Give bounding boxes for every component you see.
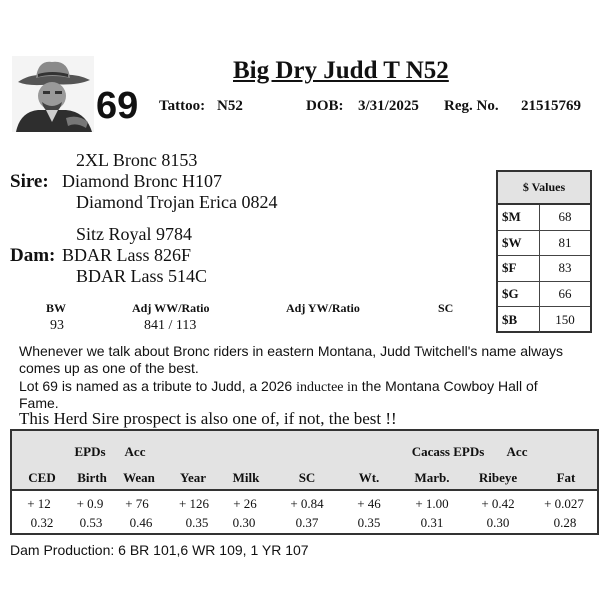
tattoo-label: Tattoo:	[159, 98, 206, 114]
dam-production: Dam Production: 6 BR 101,6 WR 109, 1 YR 107	[10, 542, 309, 558]
column-header: Milk	[232, 470, 260, 485]
animal-name-title: Big Dry Judd T N52	[233, 57, 449, 84]
epd-value: + 1.00	[415, 496, 449, 511]
table-row	[498, 282, 590, 308]
dollar-value-label: $F	[498, 256, 540, 281]
description-text-serif: inductee in	[296, 380, 358, 395]
accuracy-value: 0.28	[553, 515, 577, 530]
column-header: Wt.	[358, 470, 380, 485]
description-line-3	[19, 378, 538, 396]
dam-label: Dam:	[10, 245, 56, 266]
dollar-value-label: $B	[498, 307, 540, 333]
adj-ww-label: Adj WW/Ratio	[132, 301, 210, 315]
adj-yw-label: Adj YW/Ratio	[286, 301, 360, 315]
table-row	[498, 256, 590, 282]
description-text: Lot 69 is named as a tribute to Judd, a 2026	[19, 378, 297, 394]
column-header: Year	[180, 470, 206, 485]
sire-name: Diamond Bronc H107	[62, 171, 222, 191]
accuracy-value: 0.30	[486, 515, 510, 530]
table-row	[498, 307, 590, 333]
sire-dam: Diamond Trojan Erica 0824	[76, 192, 278, 212]
table-row	[498, 205, 590, 231]
column-header: Wean	[123, 470, 155, 485]
carcass-group-acc: Acc	[506, 444, 528, 459]
description-line-4: Fame.	[19, 395, 59, 411]
accuracy-value: 0.35	[357, 515, 381, 530]
tattoo-value: N52	[217, 98, 243, 114]
adj-ww-value: 841 / 113	[144, 318, 197, 333]
column-header: CED	[28, 470, 56, 485]
dob-value: 3/31/2025	[358, 98, 419, 114]
dollar-value: 150	[555, 311, 575, 327]
dollar-value: 81	[558, 234, 572, 250]
dam-name: BDAR Lass 826F	[62, 245, 192, 265]
accuracy-value: 0.46	[129, 515, 153, 530]
description-line-2: comes up as one of the best.	[19, 360, 199, 376]
dollar-value: 68	[558, 209, 572, 225]
carcass-group-title: Cacass EPDs	[411, 444, 485, 459]
table-row	[498, 231, 590, 257]
epd-value: + 0.027	[544, 496, 584, 511]
column-header: Birth	[77, 470, 107, 485]
epd-value: + 46	[357, 496, 381, 511]
accuracy-value: 0.53	[79, 515, 103, 530]
cowboy-portrait-icon	[12, 56, 94, 132]
epd-value: + 0.84	[290, 496, 324, 511]
accuracy-value: 0.31	[420, 515, 444, 530]
dollar-value: 83	[558, 260, 572, 276]
accuracy-value: 0.30	[232, 515, 256, 530]
dob-label: DOB:	[306, 98, 344, 114]
accuracy-value: 0.32	[30, 515, 54, 530]
dam-dam: BDAR Lass 514C	[76, 266, 208, 286]
dollar-value-label: $G	[498, 282, 540, 307]
epd-value: + 26	[233, 496, 257, 511]
dam-sire: Sitz Royal 9784	[76, 224, 192, 244]
dollar-value: 66	[558, 285, 572, 301]
tagline: This Herd Sire prospect is also one of, if not, the best !!	[19, 409, 397, 428]
epd-value: + 12	[27, 496, 51, 511]
epd-value: + 0.9	[76, 496, 104, 511]
description-line-1: Whenever we talk about Bronc riders in eastern Montana, Judd Twitchell's name always	[19, 343, 564, 359]
epd-group-title: EPDs	[74, 444, 106, 459]
reg-no-label: Reg. No.	[444, 98, 499, 114]
column-header: Fat	[556, 470, 576, 485]
epd-group-acc: Acc	[124, 444, 146, 459]
bw-label: BW	[46, 301, 67, 315]
epd-table	[10, 429, 599, 535]
column-header: Ribeye	[478, 470, 518, 485]
column-header: SC	[298, 470, 316, 485]
reg-no-value: 21515769	[521, 98, 581, 114]
accuracy-value: 0.35	[185, 515, 209, 530]
dollar-value-label: $M	[498, 205, 540, 230]
epd-value: + 126	[178, 496, 210, 511]
column-header: Marb.	[414, 470, 450, 485]
bw-value: 93	[50, 318, 64, 333]
sire-label: Sire:	[10, 171, 49, 192]
epd-value: + 0.42	[481, 496, 515, 511]
epd-value: + 76	[125, 496, 149, 511]
dollar-values-table	[496, 170, 592, 333]
dollar-values-title: $ Values	[498, 172, 590, 205]
lot-number: 69	[96, 85, 139, 127]
accuracy-value: 0.37	[295, 515, 319, 530]
dollar-value-label: $W	[498, 231, 540, 256]
description-text: the Montana Cowboy Hall of	[357, 378, 538, 394]
sc-label: SC	[438, 301, 454, 315]
sire-sire: 2XL Bronc 8153	[76, 150, 198, 170]
